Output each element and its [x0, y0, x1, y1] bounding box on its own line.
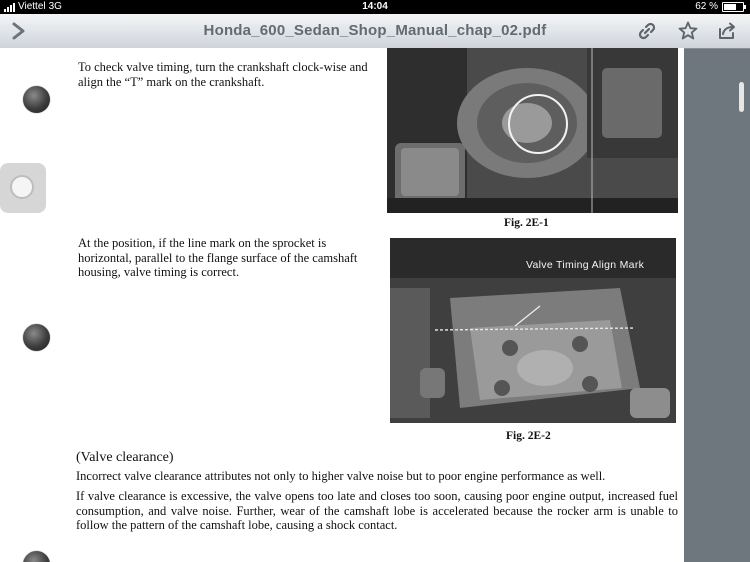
clock: 14:04	[362, 1, 388, 12]
assistive-touch-button[interactable]	[0, 163, 46, 213]
paragraph-sprocket-line-mark: At the position, if the line mark on the sprocket is horizontal, parallel to the flange surface of the camshaft housing, valve timing is correct.	[78, 236, 358, 279]
carrier-name: Viettel	[18, 1, 46, 12]
pdf-page[interactable]	[0, 48, 684, 562]
binder-hole	[23, 324, 50, 351]
assistive-touch-icon	[10, 175, 34, 199]
section-heading: (Valve clearance)	[76, 450, 174, 465]
network-type: 3G	[48, 1, 62, 12]
link-icon[interactable]	[636, 20, 658, 42]
battery-percent: 62 %	[695, 1, 718, 12]
figure-2e-1-photo	[387, 48, 678, 213]
paragraph-valve-clearance-detail: If valve clearance is excessive, the valve opens too late and closes too soon, causing poor engine output, increased fuel consumption, and valve noise. Further, wear of the camshaft lobe is accelerated because the rocker arm is unable to follow the pattern of the camshaft lobe, causing a shock contact.	[76, 489, 678, 532]
paragraph-valve-clearance-intro: Incorrect valve clearance attributes not only to higher valve noise but to poor engine performance as well.	[76, 469, 606, 483]
figure-caption: Fig. 2E-1	[504, 217, 549, 229]
figure-annotation-label: Valve Timing Align Mark	[526, 259, 645, 271]
binder-hole	[23, 86, 50, 113]
status-right	[695, 0, 744, 14]
binder-hole	[23, 551, 50, 562]
star-icon[interactable]	[677, 20, 699, 42]
scrollbar-thumb[interactable]	[739, 82, 744, 112]
share-icon[interactable]	[716, 20, 738, 42]
figure-caption: Fig. 2E-2	[506, 430, 551, 442]
status-bar	[0, 0, 750, 14]
paragraph-valve-timing-check: To check valve timing, turn the crankshaft clock-wise and align the “T” mark on the crankshaft.	[78, 60, 368, 89]
toolbar	[0, 14, 750, 49]
battery-icon	[722, 2, 744, 12]
document-title: Honda_600_Sedan_Shop_Manual_chap_02.pdf	[203, 22, 547, 39]
